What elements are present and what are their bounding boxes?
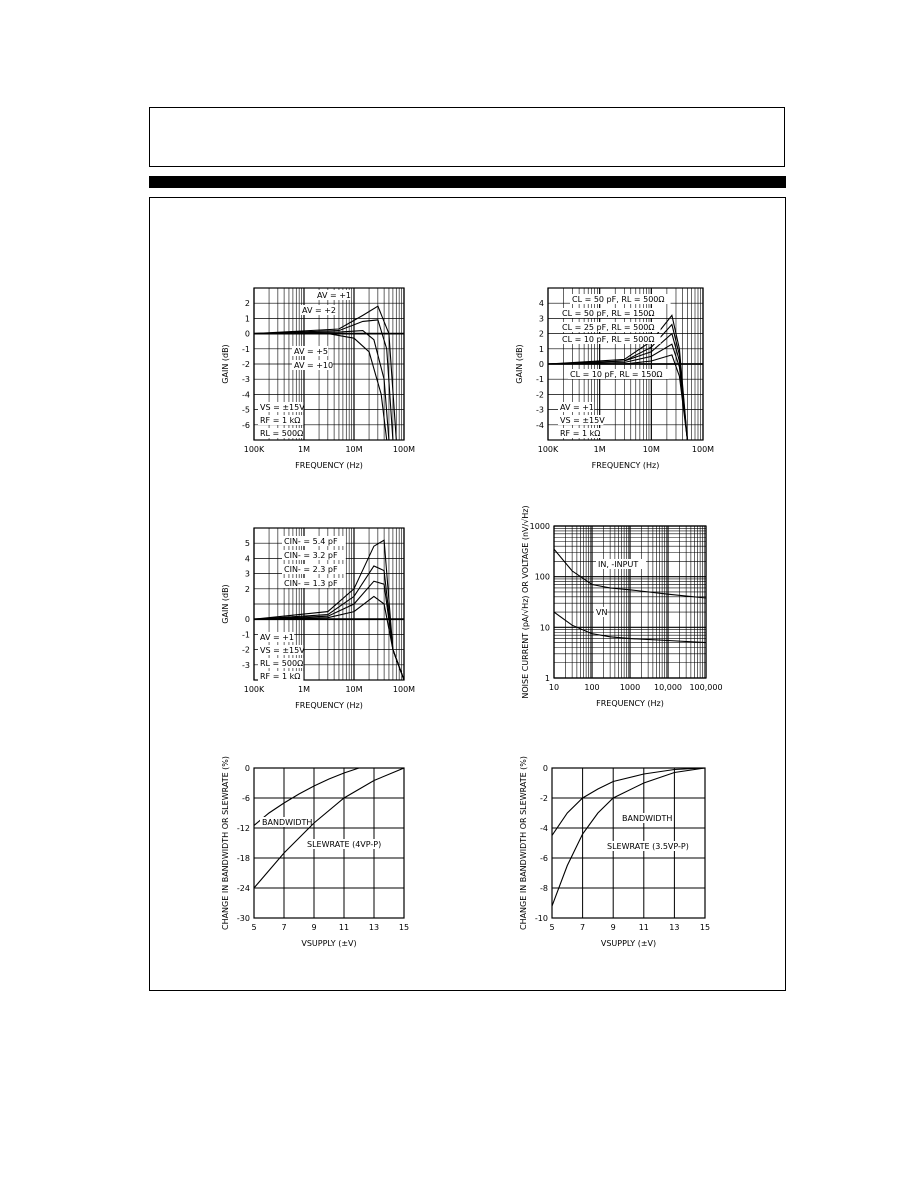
x-tick-label: 100M xyxy=(392,685,416,694)
curve-annotation: CIN- = 5.4 pF xyxy=(284,537,338,546)
y-tick-label: -4 xyxy=(536,420,544,430)
x-axis-label: FREQUENCY (Hz) xyxy=(596,699,664,708)
x-tick-label: 10,000 xyxy=(654,683,682,692)
x-tick-label: 10M xyxy=(345,445,363,454)
curve-annotation: CL = 25 pF, RL = 500Ω xyxy=(562,323,655,332)
x-tick-label: 10M xyxy=(642,445,660,454)
x-tick-label: 100K xyxy=(243,685,265,694)
x-axis-label: FREQUENCY (Hz) xyxy=(591,461,660,470)
chart-change-vs-supply-right xyxy=(512,755,722,958)
y-tick-label: -4 xyxy=(242,390,250,400)
chart-gain-vs-frequency-cin xyxy=(212,520,422,720)
y-tick-label: 4 xyxy=(538,299,544,309)
y-axis-label: GAIN (dB) xyxy=(515,344,524,384)
y-tick-label: 2 xyxy=(244,299,250,309)
curve-annotation: BANDWIDTH xyxy=(262,818,313,827)
plot-area xyxy=(554,526,706,678)
x-tick-label: 9 xyxy=(610,923,616,932)
x-tick-label: 7 xyxy=(281,923,287,932)
y-axis-label: CHANGE IN BANDWIDTH OR SLEWRATE (%) xyxy=(519,755,528,931)
test-condition: RF = 1 kΩ xyxy=(560,429,601,438)
curve-annotation: CL = 10 pF, RL = 150Ω xyxy=(570,370,663,379)
y-tick-label: -3 xyxy=(242,375,250,385)
x-tick-label: 13 xyxy=(669,923,680,932)
y-tick-label: 1 xyxy=(544,674,550,683)
x-tick-label: 100,000 xyxy=(689,683,723,692)
test-condition: RF = 1 kΩ xyxy=(260,672,301,681)
series-line xyxy=(254,768,359,826)
x-tick-label: 100K xyxy=(537,445,559,454)
y-tick-label: -5 xyxy=(242,405,250,415)
y-tick-label: -6 xyxy=(540,854,548,863)
x-tick-label: 7 xyxy=(580,923,586,932)
x-tick-label: 100 xyxy=(584,683,600,692)
y-axis-label: NOISE CURRENT (pA/√Hz) OR VOLTAGE (nV/√Hz) xyxy=(521,505,530,699)
y-tick-label: 4 xyxy=(244,554,250,564)
curve-annotation: CIN- = 1.3 pF xyxy=(284,579,338,588)
x-axis-label: VSUPPLY (±V) xyxy=(301,939,357,948)
y-tick-label: 2 xyxy=(538,329,544,339)
x-tick-label: 13 xyxy=(368,923,380,932)
series-line xyxy=(548,344,687,440)
curve-annotation: CL = 10 pF, RL = 500Ω xyxy=(562,335,655,344)
x-axis-label: FREQUENCY (Hz) xyxy=(295,461,363,470)
y-tick-label: -10 xyxy=(534,914,548,923)
y-tick-label: -12 xyxy=(236,824,250,833)
x-tick-label: 1M xyxy=(298,445,310,454)
curve-annotation: CIN- = 3.2 pF xyxy=(284,551,338,560)
y-tick-label: -1 xyxy=(242,630,250,640)
x-tick-label: 15 xyxy=(398,923,410,932)
y-tick-label: -3 xyxy=(536,405,544,415)
y-tick-label: -2 xyxy=(536,390,544,400)
x-tick-label: 1000 xyxy=(619,683,641,692)
y-tick-label: -1 xyxy=(536,375,544,385)
curve-annotation: SLEWRATE (4VP-P) xyxy=(307,840,382,849)
y-tick-label: 1 xyxy=(538,344,544,354)
y-tick-label: 2 xyxy=(244,584,250,594)
y-axis-label: GAIN (dB) xyxy=(221,584,230,624)
header-box xyxy=(149,107,785,167)
x-tick-label: 5 xyxy=(251,923,257,932)
curve-annotation: CL = 50 pF, RL = 150Ω xyxy=(562,309,655,318)
series-group xyxy=(552,768,705,906)
test-condition: VS = ±15V xyxy=(260,403,305,412)
chart-noise-vs-frequency xyxy=(500,495,735,720)
x-axis-label: FREQUENCY (Hz) xyxy=(295,701,363,710)
y-tick-label: 3 xyxy=(538,314,544,324)
test-condition: VS = ±15V xyxy=(260,646,305,655)
y-tick-label: 5 xyxy=(244,539,250,549)
y-tick-label: -8 xyxy=(540,884,548,893)
y-tick-label: 10 xyxy=(539,623,550,633)
test-condition: VS = ±15V xyxy=(560,416,605,425)
y-tick-label: -1 xyxy=(242,344,250,354)
y-tick-label: 3 xyxy=(244,569,250,579)
y-tick-label: -30 xyxy=(236,914,250,923)
y-tick-label: 0 xyxy=(538,360,544,369)
y-tick-label: 100 xyxy=(534,572,550,582)
y-tick-label: 0 xyxy=(542,764,548,773)
curve-annotation: BANDWIDTH xyxy=(622,814,673,823)
section-divider-bar xyxy=(149,176,786,188)
x-axis-label: VSUPPLY (±V) xyxy=(600,939,657,948)
x-tick-label: 100M xyxy=(392,445,416,454)
curve-annotation: CL = 50 pF, RL = 500Ω xyxy=(572,295,665,304)
x-tick-label: 9 xyxy=(311,923,317,932)
curve-annotation: AV = +2 xyxy=(302,306,337,315)
y-tick-label: -3 xyxy=(242,660,250,670)
x-tick-label: 100K xyxy=(243,445,265,454)
y-tick-label: 0 xyxy=(244,329,250,339)
curve-annotation: AV = +10 xyxy=(294,361,334,370)
test-condition: AV = +1 xyxy=(260,633,295,642)
y-tick-label: -6 xyxy=(242,420,250,430)
x-tick-label: 10M xyxy=(345,685,363,694)
y-tick-label: 1000 xyxy=(529,522,550,531)
x-tick-label: 100M xyxy=(691,445,715,454)
test-condition: RF = 1 kΩ xyxy=(260,416,301,425)
chart-change-vs-supply-left xyxy=(212,755,422,958)
x-tick-label: 11 xyxy=(638,923,649,932)
x-tick-label: 5 xyxy=(549,923,555,932)
test-condition: AV = +1 xyxy=(560,403,595,412)
y-tick-label: 1 xyxy=(244,314,250,324)
x-tick-label: 10 xyxy=(548,683,560,692)
y-axis-label: CHANGE IN BANDWIDTH OR SLEWRATE (%) xyxy=(221,755,230,931)
series-line xyxy=(552,768,705,906)
y-tick-label: 0 xyxy=(244,764,250,773)
chart-gain-vs-frequency-cl xyxy=(510,280,720,480)
test-condition: RL = 500Ω xyxy=(260,429,304,438)
series-line xyxy=(548,355,687,440)
y-tick-label: -2 xyxy=(540,794,548,803)
x-tick-label: 1M xyxy=(298,685,310,694)
curve-annotation: VN xyxy=(596,608,608,617)
y-tick-label: -6 xyxy=(242,794,250,803)
x-tick-label: 11 xyxy=(338,923,350,932)
curve-annotation: IN, -INPUT xyxy=(598,560,639,569)
x-tick-label: 15 xyxy=(699,923,711,932)
y-axis-label: GAIN (dB) xyxy=(221,344,230,384)
curve-annotation: AV = +5 xyxy=(294,347,329,356)
test-condition: RL = 500Ω xyxy=(260,659,304,668)
y-tick-label: -18 xyxy=(236,854,250,863)
y-tick-label: 0 xyxy=(244,615,250,625)
series-line xyxy=(552,768,705,836)
curve-annotation: SLEWRATE (3.5VP-P) xyxy=(607,842,689,851)
y-tick-label: -24 xyxy=(236,884,250,893)
curve-annotation: AV = +1 xyxy=(317,291,352,300)
x-tick-label: 1M xyxy=(593,445,606,454)
y-tick-label: -4 xyxy=(540,824,548,833)
y-tick-label: -2 xyxy=(242,645,250,655)
y-tick-label: -2 xyxy=(242,360,250,369)
chart-gain-vs-frequency-av xyxy=(212,280,422,480)
curve-annotation: CIN- = 2.3 pF xyxy=(284,565,338,574)
